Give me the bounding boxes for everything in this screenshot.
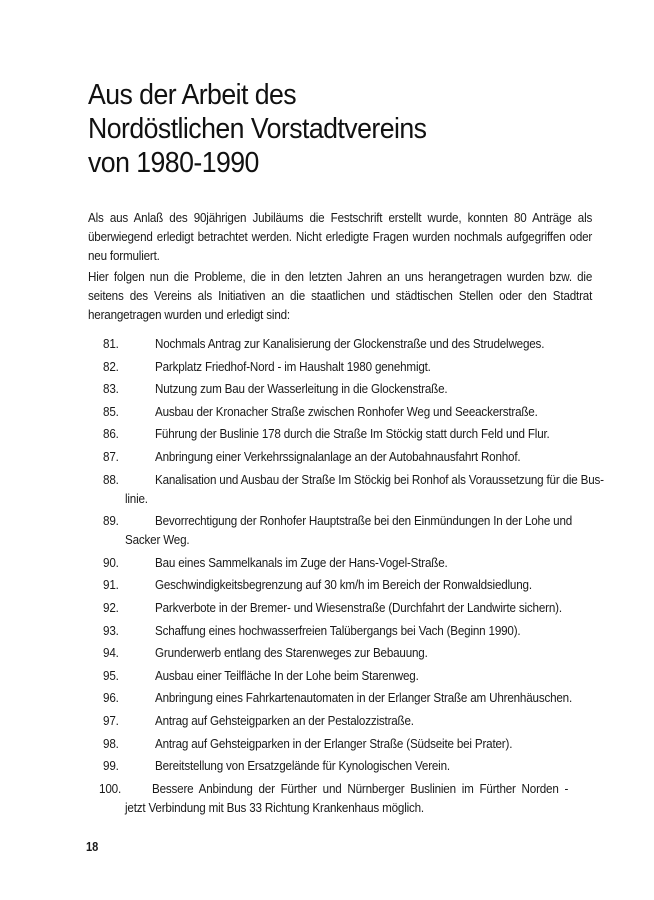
item-number: 92. bbox=[103, 600, 119, 615]
title-line-1: Aus der Arbeit des bbox=[88, 79, 297, 111]
item-text: Schaffung eines hochwasserfreien Talübergangs bei Vach (Beginn 1990). bbox=[155, 623, 521, 638]
item-number: 93. bbox=[103, 623, 119, 638]
item-number: 91. bbox=[103, 578, 119, 593]
intro-paragraph-2: Hier folgen nun die Probleme, die in den letzten Jahren an uns herangetragen wurden bzw. die seitens des Vereins als Initiativen an die staatlichen und städtischen Stellen oder den Stadtrat herangetragen wurden und erledigt sind: bbox=[88, 270, 593, 322]
list-item bbox=[0, 622, 654, 641]
list-item bbox=[0, 667, 654, 686]
item-text: Bevorrechtigung der Ronhofer Hauptstraße bei den Einmündungen In der Lohe und bbox=[155, 514, 573, 529]
item-text: Parkverbote in der Bremer- und Wiesenstraße (Durchfahrt der Landwirte sichern). bbox=[155, 600, 562, 615]
item-number: 97. bbox=[103, 713, 119, 728]
title-line-3: von 1980-1990 bbox=[88, 147, 259, 179]
item-number: 96. bbox=[103, 691, 119, 706]
item-number: 81. bbox=[103, 337, 119, 351]
list-item bbox=[0, 335, 654, 354]
item-number: 86. bbox=[103, 427, 119, 442]
list-item bbox=[0, 448, 654, 467]
list-item bbox=[0, 471, 654, 509]
page-number: 18 bbox=[86, 839, 99, 854]
item-text: Parkplatz Friedhof-Nord - im Haushalt 1980 genehmigt. bbox=[155, 359, 431, 374]
item-text: Bau eines Sammelkanals im Zuge der Hans-Vogel-Straße. bbox=[155, 555, 448, 570]
list-item bbox=[0, 425, 654, 444]
item-text: Ausbau der Kronacher Straße zwischen Ronhofer Weg und Seeackerstraße. bbox=[155, 404, 538, 419]
item-number: 82. bbox=[103, 359, 119, 374]
item-number: 98. bbox=[103, 736, 119, 751]
item-text-continuation: linie. bbox=[125, 491, 148, 506]
item-number: 83. bbox=[103, 382, 119, 397]
item-number: 94. bbox=[103, 646, 119, 661]
item-number: 88. bbox=[103, 472, 119, 487]
intro-text bbox=[88, 209, 592, 325]
list-item bbox=[0, 576, 654, 595]
item-text: Ausbau einer Teilfläche In der Lohe beim Starenweg. bbox=[155, 668, 419, 683]
list-item bbox=[0, 380, 654, 399]
item-text: Nochmals Antrag zur Kanalisierung der Glockenstraße und des Strudelweges. bbox=[155, 337, 545, 351]
item-text: Antrag auf Gehsteigparken in der Erlanger Straße (Südseite bei Prater). bbox=[155, 736, 513, 751]
item-text: Führung der Buslinie 178 durch die Straße Im Stöckig statt durch Feld und Flur. bbox=[155, 427, 550, 442]
item-text-continuation: jetzt Verbindung mit Bus 33 Richtung Krankenhaus möglich. bbox=[125, 800, 424, 815]
item-number: 95. bbox=[103, 668, 119, 683]
item-text: Bereitstellung von Ersatzgelände für Kynologischen Verein. bbox=[155, 759, 450, 774]
list-item bbox=[0, 780, 654, 818]
list-item bbox=[0, 403, 654, 422]
item-text-continuation: Sacker Weg. bbox=[125, 533, 190, 548]
page-title bbox=[88, 78, 426, 180]
item-number: 99. bbox=[103, 759, 119, 774]
item-text: Anbringung eines Fahrkartenautomaten in der Erlanger Straße am Uhrenhäuschen. bbox=[155, 691, 573, 706]
item-number: 100. bbox=[99, 781, 122, 796]
list-item bbox=[0, 599, 654, 618]
list-item bbox=[0, 689, 654, 708]
list-item bbox=[0, 712, 654, 731]
item-number: 90. bbox=[103, 555, 119, 570]
item-text: Bessere Anbindung der Fürther und Nürnberger Buslinien im Fürther Norden - bbox=[152, 781, 569, 796]
list-item bbox=[0, 512, 654, 550]
item-text: Geschwindigkeitsbegrenzung auf 30 km/h im Bereich der Ronwaldsiedlung. bbox=[155, 578, 532, 593]
item-number: 89. bbox=[103, 514, 119, 529]
item-text: Kanalisation und Ausbau der Straße Im Stöckig bei Ronhof als Voraussetzung für die Bus- bbox=[155, 472, 604, 487]
item-text: Antrag auf Gehsteigparken an der Pestalozzistraße. bbox=[155, 713, 414, 728]
item-text: Anbringung einer Verkehrssignalanlage an der Autobahnausfahrt Ronhof. bbox=[155, 449, 521, 464]
title-line-2: Nordöstlichen Vorstadtvereins bbox=[88, 113, 427, 145]
list-item bbox=[0, 757, 654, 776]
item-number: 87. bbox=[103, 449, 119, 464]
item-text: Nutzung zum Bau der Wasserleitung in die Glockenstraße. bbox=[155, 382, 448, 397]
list-item bbox=[0, 358, 654, 377]
motions-list bbox=[0, 335, 654, 821]
intro-paragraph-1: Als aus Anlaß des 90jährigen Jubiläums die Festschrift erstellt wurde, konnten 80 Anträge als überwiegend erledigt betrachtet werden. Nicht erledigte Fragen wurden nochmals aufgegriffen oder neu formuliert. bbox=[88, 211, 593, 263]
list-item bbox=[0, 554, 654, 573]
item-number: 85. bbox=[103, 404, 119, 419]
list-item bbox=[0, 644, 654, 663]
list-item bbox=[0, 735, 654, 754]
item-text: Grunderwerb entlang des Starenweges zur Bebauung. bbox=[155, 646, 428, 661]
